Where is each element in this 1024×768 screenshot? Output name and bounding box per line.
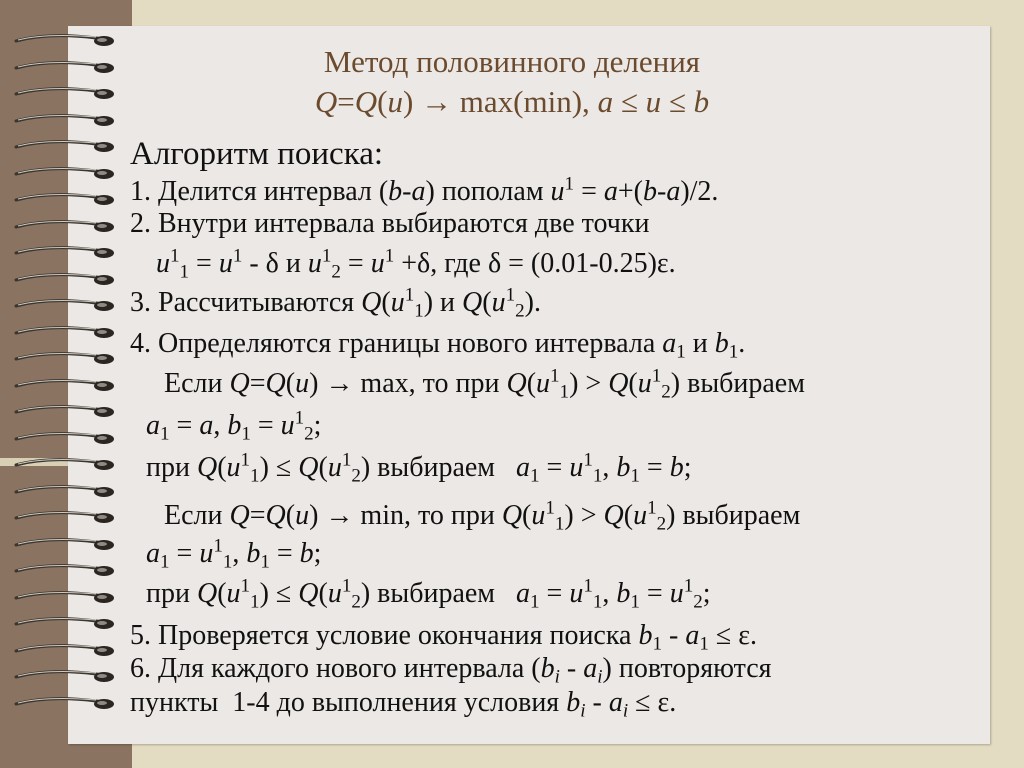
step-4: 4. Определяются границы нового интервала $a_1$ и $b_1$.	[130, 328, 746, 363]
step-6: 6. Для каждого нового интервала $(b_i - a_i)$ повторяются	[130, 653, 772, 688]
spiral-binding-ring-icon	[12, 589, 120, 603]
algorithm-heading: Алгоритм поиска:	[130, 136, 384, 172]
spiral-binding-ring-icon	[12, 668, 120, 682]
spiral-binding-ring-icon	[12, 615, 120, 629]
max-condition: Если Q=Q(u) → max, то при $Q(u^1_1) > Q(u^1_2)$ выбираем	[164, 365, 805, 403]
spiral-binding-ring-icon	[12, 165, 120, 179]
slide-title: Метод половинного деления	[323, 44, 701, 79]
spiral-binding-ring-icon	[12, 191, 120, 205]
spiral-binding-ring-icon	[12, 562, 120, 576]
step-2-formula: $u^1_1 = u^1 - \delta$ и $u^1_2 = u^1 +\delta$, где δ = (0.01-0.25)ε.	[156, 245, 676, 283]
spiral-binding-ring-icon	[12, 695, 120, 709]
spiral-binding-ring-icon	[12, 509, 120, 523]
spiral-binding-ring-icon	[12, 483, 120, 497]
spiral-binding-ring-icon	[12, 138, 120, 152]
min-result-2: при $Q(u^1_1) \le Q(u^1_2)$ выбираем $a_1 = u^1_1$, $b_1 = u^1_2$;	[146, 575, 711, 613]
step-2: 2. Внутри интервала выбираются две точки	[130, 208, 650, 239]
spiral-binding	[12, 26, 122, 744]
step-5: 5. Проверяется условие окончания поиска $b_1 - a_1 \le \varepsilon$.	[130, 620, 757, 655]
min-result-1: $a_1 = u^1_1$, $b_1 = b$;	[146, 535, 322, 573]
spiral-binding-ring-icon	[12, 536, 120, 550]
spiral-binding-ring-icon	[12, 271, 120, 285]
spiral-binding-ring-icon	[12, 350, 120, 364]
min-condition: Если Q=Q(u) → min, то при $Q(u^1_1) > Q(u^1_2)$ выбираем	[164, 497, 801, 535]
spiral-binding-ring-icon	[12, 377, 120, 391]
spiral-binding-ring-icon	[12, 324, 120, 338]
spiral-binding-ring-icon	[12, 297, 120, 311]
max-result-2: при $Q(u^1_1) \le Q(u^1_2)$ выбираем $a_1 = u^1_1$, $b_1 = b$;	[146, 449, 692, 487]
step-1: 1. Делится интервал (b-a) пополам $u^1 = a+(b-a)/2$.	[130, 173, 719, 207]
spiral-binding-ring-icon	[12, 403, 120, 417]
slide-subtitle: Q=Q(u) → max(min), a ≤ u ≤ b	[314, 84, 710, 119]
spiral-binding-ring-icon	[12, 244, 120, 258]
max-result-1: $a_1 = a$, $b_1 = u^1_2$;	[146, 407, 322, 445]
spiral-binding-ring-icon	[12, 456, 120, 470]
spiral-binding-ring-icon	[12, 430, 120, 444]
spiral-binding-ring-icon	[12, 218, 120, 232]
step-3: 3. Рассчитываются $Q(u^1_1)$ и $Q(u^1_2)$.	[130, 284, 541, 322]
spiral-binding-ring-icon	[12, 642, 120, 656]
step-6-cont: пункты 1-4 до выполнения условия $b_i - a_i \le \varepsilon$.	[130, 687, 677, 722]
